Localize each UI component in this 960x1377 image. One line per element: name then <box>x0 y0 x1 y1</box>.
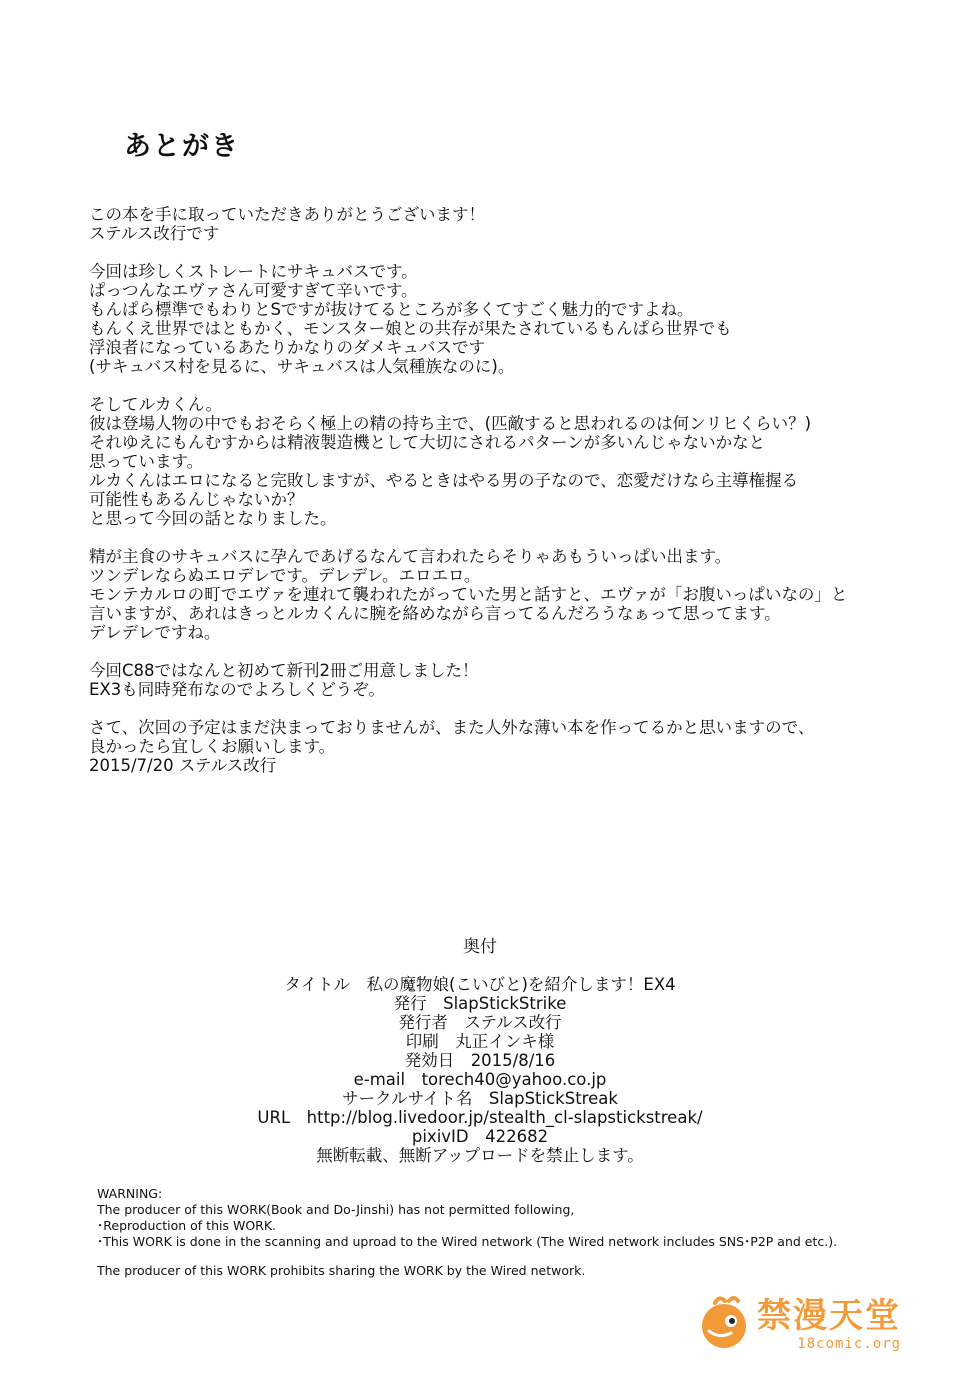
afterword-line: さて、次回の予定はまだ決まっておりませんが、また人外な薄い本を作ってるかと思いますので、 <box>89 718 815 737</box>
afterword-line: (サキュバス村を見るに、サキュバスは人気種族なのに)。 <box>89 357 515 376</box>
colophon-line: タイトル 私の魔物娘(こいびと)を紹介します！EX4 <box>284 975 676 994</box>
afterword-body <box>89 205 889 794</box>
page-title: あとがき <box>124 131 240 162</box>
afterword-line: 浮浪者になっているあたりかなりのダメキュバスです <box>89 338 485 357</box>
afterword-line: モンテカルロの町でエヴァを連れて襲われたがっていた男と話すと、エヴァが「お腹いっぱいなの」と <box>89 585 848 604</box>
colophon <box>0 932 960 1165</box>
colophon-line: 印刷 丸正インキ様 <box>405 1032 555 1051</box>
afterword-line: ぱっつんなエヴァさん可愛すぎて辛いです。 <box>89 281 418 300</box>
afterword-line: 彼は登場人物の中でもおそらく極上の精の持ち主で、(匹敵すると思われるのは何ンリヒくらい？) <box>89 414 812 433</box>
afterword-line: 言いますが、あれはきっとルカくんに腕を絡めながら言ってるんだろうなぁって思ってます。 <box>89 604 781 623</box>
afterword-line: もんぱら標準でもわりとSですが抜けてるところが多くてすごく魅力的ですよね。 <box>89 300 694 319</box>
warning-line: ･This WORK is done in the scanning and uproad to the Wired network (The Wired network includes SNS･P2P and etc.). <box>97 1234 838 1249</box>
colophon-line: 発効日 2015/8/16 <box>404 1051 556 1070</box>
afterword-line: EX3も同時発布なのでよろしくどうぞ。 <box>89 680 385 699</box>
afterword-line: 今回は珍しくストレートにサキュバスです。 <box>89 262 418 281</box>
afterword-paragraph <box>89 262 889 376</box>
afterword-line: この本を手に取っていただきありがとうございます！ <box>89 205 485 224</box>
colophon-line: 発行 SlapStickStrike <box>393 994 567 1013</box>
watermark-url: 18comic.org <box>797 1336 901 1352</box>
afterword-line: 精が主食のサキュバスに孕んであげるなんて言われたらそりゃあもういっぱい出ます。 <box>89 547 732 566</box>
afterword-line: と思って今回の話となりました。 <box>89 509 337 528</box>
warning-notice <box>97 1186 897 1279</box>
afterword-line: 可能性もあるんじゃないか？ <box>89 490 304 509</box>
warning-line: ･Reproduction of this WORK. <box>97 1218 277 1233</box>
afterword-line: ステルス改行です <box>89 224 220 243</box>
afterword-line: デレデレですね。 <box>89 623 221 642</box>
afterword-paragraph <box>89 205 889 243</box>
colophon-line: pixivID 422682 <box>411 1127 549 1146</box>
fish-logo-icon <box>695 1293 753 1355</box>
colophon-heading: 奥付 <box>463 937 497 957</box>
afterword-line: 思っています。 <box>89 452 204 471</box>
colophon-line: URL http://blog.livedoor.jp/stealth_cl-slapstickstreak/ <box>257 1108 703 1127</box>
watermark-name: 禁漫天堂 <box>757 1296 901 1336</box>
afterword-paragraph <box>89 547 889 642</box>
afterword-paragraph <box>89 395 889 528</box>
warning-line: The producer of this WORK(Book and Do-Jinshi) has not permitted following, <box>97 1202 575 1217</box>
afterword-paragraph <box>89 718 889 775</box>
afterword-line: もんくえ世界ではともかく、モンスター娘との共存が果たされているもんぱら世界でも <box>89 319 732 338</box>
colophon-line: 無断転載、無断アップロードを禁止します。 <box>316 1146 644 1165</box>
afterword-line: それゆえにもんむすからは精液製造機として大切にされるパターンが多いんじゃないかなと <box>89 433 766 452</box>
warning-line: WARNING: <box>97 1186 163 1201</box>
afterword-paragraph <box>89 661 889 699</box>
afterword-line: ルカくんはエロになると完敗しますが、やるときはやる男の子なので、恋愛だけなら主導権握る <box>89 471 799 490</box>
afterword-line: 今回C88ではなんと初めて新刊2冊ご用意しました！ <box>89 661 479 680</box>
afterword-line: 良かったら宜しくお願いします。 <box>89 737 336 756</box>
warning-lines <box>97 1186 897 1250</box>
afterword-line: そしてルカくん。 <box>89 395 222 414</box>
colophon-line: e-mail torech40@yahoo.co.jp <box>353 1070 607 1089</box>
colophon-line: サークルサイト名 SlapStickStreak <box>342 1089 618 1108</box>
colophon-line: 発行者 ステルス改行 <box>398 1013 562 1032</box>
warning-footer: The producer of this WORK prohibits sharing the WORK by the Wired network. <box>97 1263 586 1278</box>
colophon-lines <box>0 975 960 1165</box>
afterword-line: ツンデレならぬエロデレです。デレデレ。エロエロ。 <box>89 566 481 585</box>
afterword-line: 2015/7/20 ステルス改行 <box>89 756 277 775</box>
site-watermark <box>695 1293 901 1355</box>
